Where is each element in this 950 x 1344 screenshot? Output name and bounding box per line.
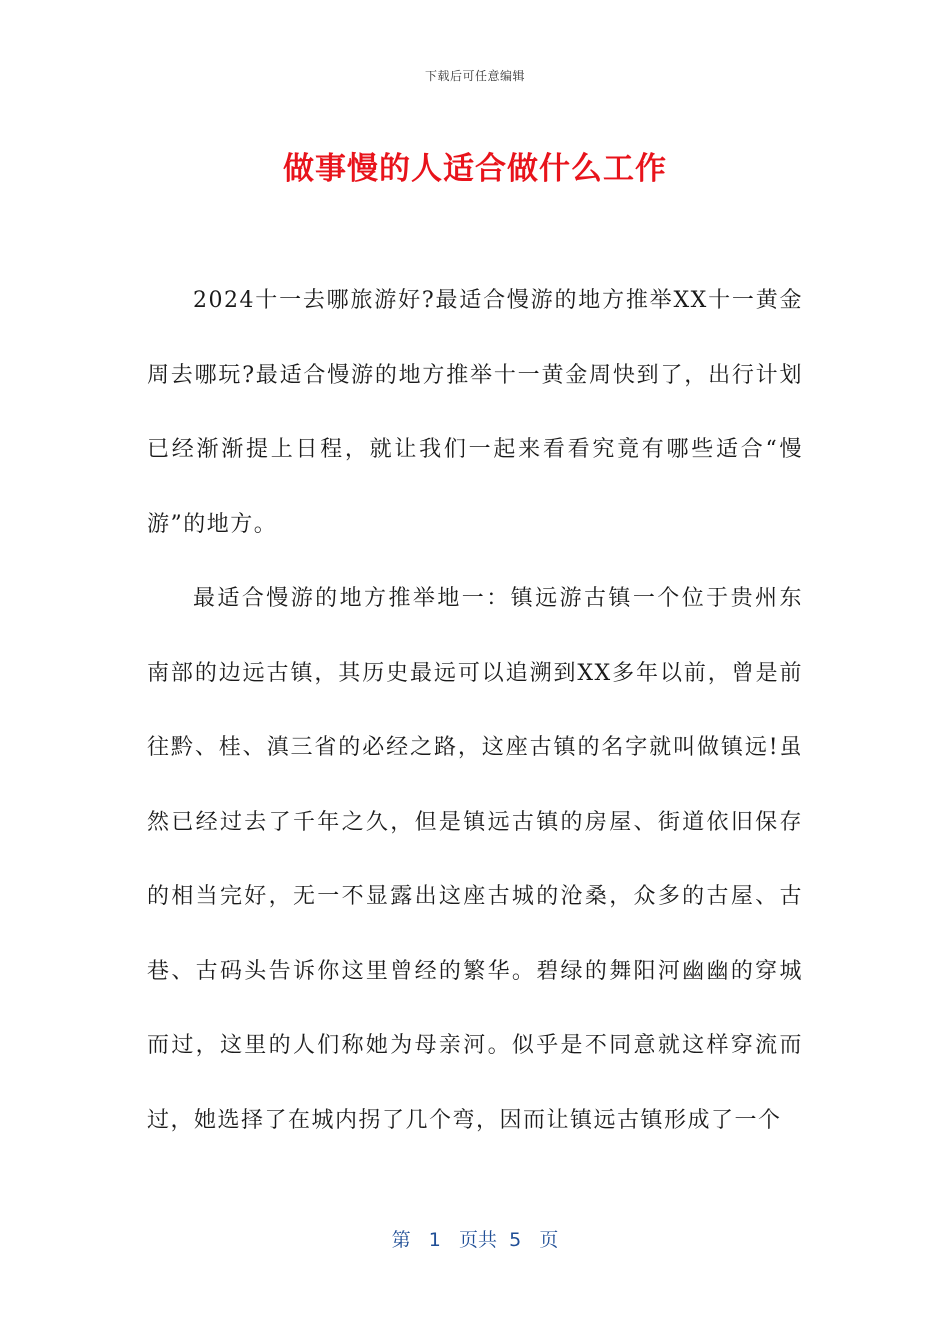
document-body xyxy=(147,264,803,1158)
header-note: 下载后可任意编辑 xyxy=(424,69,525,83)
footer-prefix: 第 xyxy=(391,1229,411,1251)
total-pages-number: 5 xyxy=(509,1229,522,1251)
document-title: 做事慢的人适合做什么工作 xyxy=(283,151,667,187)
paragraph-2: 最适合慢游的地方推举地一：镇远游古镇一个位于贵州东南部的边远古镇，其历史最远可以追溯到XX多年以前，曾是前往黔、桂、滇三省的必经之路，这座古镇的名字就叫做镇远!虽然已经过去了千年之久，但是镇远古镇的房屋、街道依旧保存的相当完好，无一不显露出这座古城的沧桑，众多的古屋、古巷、古码头告诉你这里曾经的繁华。碧绿的舞阳河幽幽的穿城而过，这里的人们称她为母亲河。似乎是不同意就这样穿流而过，她选择了在城内拐了几个弯，因而让镇远古镇形成了一个 xyxy=(147,586,803,1133)
footer-mid: 页共 xyxy=(459,1229,498,1251)
footer-suffix: 页 xyxy=(539,1229,559,1251)
page-footer xyxy=(0,1225,950,1252)
paragraph-1: 2024十一去哪旅游好?最适合慢游的地方推举XX十一黄金周去哪玩?最适合慢游的地方推举十一黄金周快到了，出行计划已经渐渐提上日程，就让我们一起来看看究竟有哪些适合“慢游”的地方。 xyxy=(147,288,803,537)
current-page-number: 1 xyxy=(428,1229,441,1251)
